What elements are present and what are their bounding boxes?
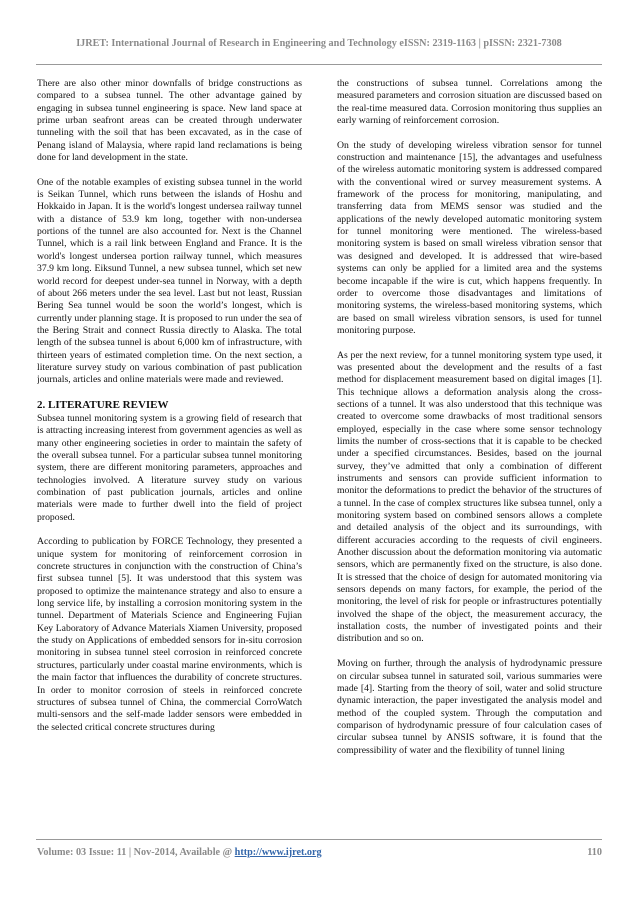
paragraph: As per the next review, for a tunnel monitoring system type used, it was presented about the development and the results of a fast method for displacement measurement based on digital images [1]. This technique allows a deformation analysis along the cross-sections of a tunnel. It was also understood that this technique was created to overcome some drawbacks of most traditional sensors employed, especially in the case where some sensor technology limits the number of cross-sections that it is capable to be checked under a specified circumstances. Besides, based on the journal survey, they’ve admitted that only a combination of different instruments and sensors can provide sufficient information to monitor the deformations to predict the behavior of the structures of a tunnel. In the case of complex structures like subsea tunnel, only a monitoring system based on combined sensors allows a complete and detailed analysis of the object and its surroundings, with different accuracies according to the requests of civil engineers. Another discussion about the deformation monitoring via automatic sensors, which are permanently fixed on the structure, is also done. It is stressed that the choice of design for automated monitoring via sensors depends on many factors, for example, the period of the monitoring, the level of risk for people or infrastructures potentially involved the shape of the object, the measurement accuracy, the installation costs, the number of investigated points and their distribution and so on.: [337, 349, 602, 645]
header-rule: [36, 64, 602, 65]
paragraph: There are also other minor downfalls of bridge constructions as compared to a subsea tunnel. The other advantage gained by engaging in subsea tunnel engineering is space. New land space at prime urban seafront areas can be created through underwater tunneling with the soil that has been excavated, as in the case of Penang island of Malaysia, where rapid land reclamations is being done for land development in the state.: [37, 78, 302, 164]
page-footer: [37, 847, 602, 858]
paragraph: According to publication by FORCE Technology, they presented a unique system for monitoring of reinforcement corrosion in concrete structures in conjunction with the construction of China’s first subsea tunnel [5]. It was understood that this system was proposed to optimize the maintenance strategy and also to ensure a long service life, by installing a corrosion monitoring system in the tunnel. Department of Materials Science and Engineering Fujian Key Laboratory of Advance Materials Xiamen University, proposed the study on Applications of embedded sensors for in-situ corrosion monitoring in subsea tunnel steel corrosion in reinforced concrete structures, particularly under coastal marine environments, which is the main factor that influences the durability of concrete structures. In order to monitor corrosion of steels in reinforced concrete structures of subsea tunnel of China, the commercial CorroWatch multi-sensors and the self-made ladder sensors were embedded in the selected critical concrete structures during: [37, 536, 302, 733]
footer-volume-info: Volume: 03 Issue: 11 | Nov-2014, Available @: [37, 847, 235, 858]
journal-header: IJRET: International Journal of Research in Engineering and Technology eISSN: 2319-1163 | pISSN: 2321-7308: [76, 38, 562, 49]
journal-link[interactable]: http://www.ijret.org: [234, 847, 322, 858]
paragraph: One of the notable examples of existing subsea tunnel in the world is Seikan Tunnel, which runs between the islands of Hoshu and Hokkaido in Japan. It is the world's longest undersea railway tunnel with a distance of 53.9 km long, together with non-undersea portions of the tunnel are also accounted for. Next is the Channel Tunnel, which is a rail link between England and France. It is the world's longest undersea portion railway tunnel, which measures 37.9 km long. Eiksund Tunnel, a new subsea tunnel, which set new world record for deepest under-sea tunnel in Norway, with a depth of about 266 meters under the sea level. Last but not least, Russian Bering Sea tunnel would be soon the world’s longest, which is currently under planning stage. It is proposed to run under the sea of the Bering Strait and connect Russia directly to Alaska. The total length of the subsea tunnel is about 6,000 km of infrastructure, with thirteen years of estimated completion time. On the next section, a literature survey study on various combination of past publication journals, articles and online materials were made and reviewed.: [37, 176, 302, 386]
right-column: [337, 78, 602, 838]
footer-rule: [36, 839, 602, 840]
page-number: 110: [587, 847, 602, 858]
section-heading: 2. LITERATURE REVIEW: [37, 398, 169, 411]
paragraph: Subsea tunnel monitoring system is a growing field of research that is attracting increasing interest from government agencies as well as many other engineering societies in order to maintain the safety of the overall subsea tunnel. For a particular subsea tunnel monitoring system, there are different monitoring parameters, approaches and technologies involved. A literature survey study on various combination of past publication journals, articles and online materials were made to further dwell into the field of project proposed.: [37, 412, 302, 523]
paragraph: the constructions of subsea tunnel. Correlations among the measured parameters and corrosion situation are discussed based on the real-time measured data. Corrosion monitoring thus supplies an early warning of reinforcement corrosion.: [337, 78, 602, 127]
paragraph: On the study of developing wireless vibration sensor for tunnel construction and maintenance [15], the advantages and usefulness of the wireless automatic monitoring system is addressed compared with the conventional wired or survey measurement systems. A framework of the process for monitoring, manipulating, and transferring data from MEMS sensor was studied and the applications of the newly developed automatic monitoring system for tunnel monitoring were mentioned. The wireless-based monitoring system is based on small wireless vibration sensor that was designed and developed. It is addressed that wire-based systems can only be applied for a limited area and the systems become incapable if the wire is cut, which happens frequently. In order to overcome those disadvantages and limitations of monitoring systems, the wireless-based monitoring systems, which are based on small wireless vibration sensors, is used for tunnel monitoring purpose.: [337, 139, 602, 336]
left-column: [37, 78, 302, 838]
paragraph: Moving on further, through the analysis of hydrodynamic pressure on circular subsea tunnel in saturated soil, various summaries were made [4]. Starting from the theory of soil, water and solid structure dynamic interaction, the paper investigated the analysis model and method of the coupled system. Through the computation and comparison of hydrodynamic pressure of four calculation cases of circular subsea tunnel by ANSIS software, it is found that the compressibility of water and the flexibility of tunnel lining: [337, 658, 602, 756]
